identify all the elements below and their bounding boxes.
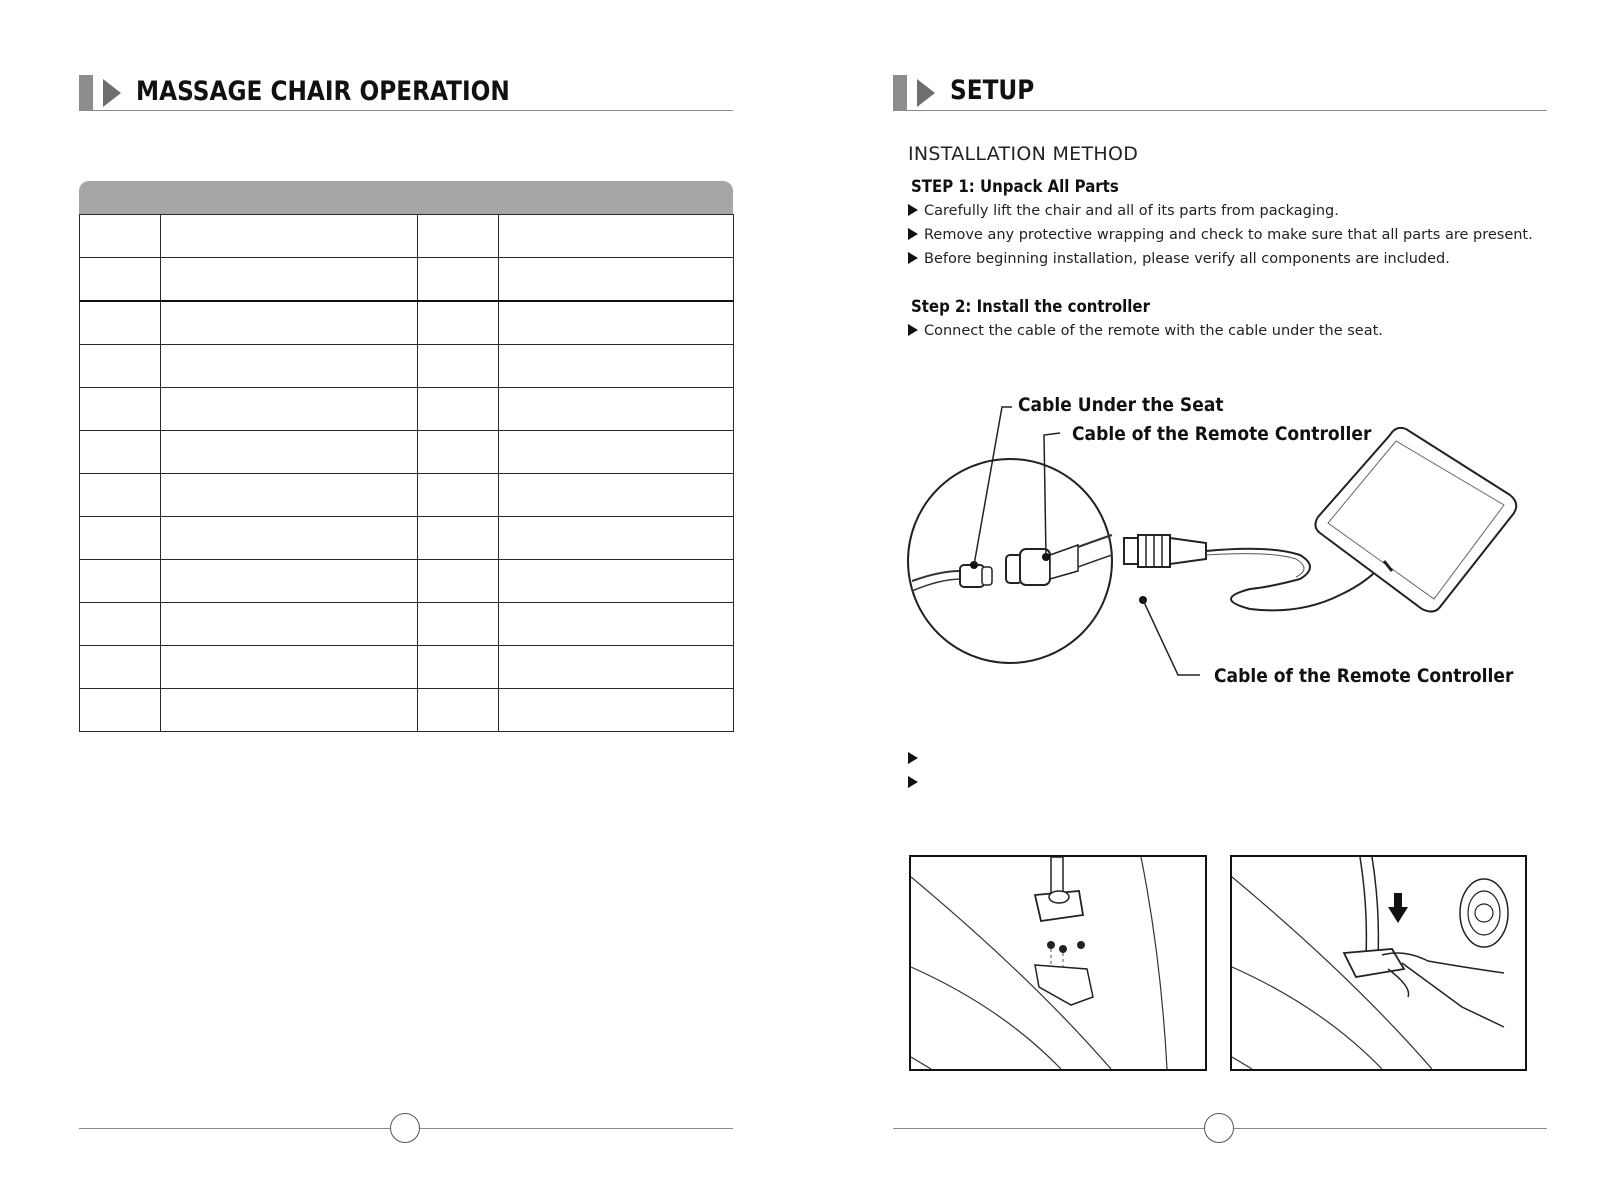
table-cell bbox=[499, 388, 734, 431]
table-cell bbox=[499, 603, 734, 646]
step2-bullet-1: Connect the cable of the remote with the cable under the seat. bbox=[908, 323, 1383, 339]
table-header-band bbox=[79, 181, 733, 215]
step2-title: Step 2: Install the controller bbox=[911, 297, 1150, 317]
table-cell bbox=[160, 517, 418, 560]
label-remote-cable-bottom: Cable of the Remote Controller bbox=[1214, 665, 1514, 687]
table-cell bbox=[80, 689, 161, 732]
table-cell bbox=[418, 345, 499, 388]
bullet-arrow-icon bbox=[908, 252, 918, 264]
table-row bbox=[80, 474, 734, 517]
table-cell bbox=[499, 345, 734, 388]
table-cell bbox=[418, 560, 499, 603]
right-header-bar bbox=[893, 75, 907, 111]
illustration-press-base bbox=[1230, 855, 1527, 1071]
table-cell bbox=[80, 215, 161, 258]
label-remote-cable-top: Cable of the Remote Controller bbox=[1072, 423, 1372, 445]
left-section-title: MASSAGE CHAIR OPERATION bbox=[136, 76, 510, 107]
table-row bbox=[80, 603, 734, 646]
operation-table bbox=[79, 214, 734, 732]
table-cell bbox=[418, 517, 499, 560]
step1-title: STEP 1: Unpack All Parts bbox=[911, 177, 1119, 197]
table-cell bbox=[160, 388, 418, 431]
table-cell bbox=[499, 474, 734, 517]
table-cell bbox=[80, 560, 161, 603]
down-arrow-icon bbox=[1394, 893, 1402, 909]
table-cell bbox=[499, 431, 734, 474]
table-cell bbox=[80, 301, 161, 345]
bullet-arrow-icon bbox=[908, 324, 918, 336]
right-header-rule bbox=[893, 110, 1547, 111]
table-cell bbox=[499, 215, 734, 258]
table-row bbox=[80, 258, 734, 302]
table-cell bbox=[418, 431, 499, 474]
table-cell bbox=[418, 474, 499, 517]
table-cell bbox=[499, 646, 734, 689]
table-cell bbox=[160, 301, 418, 345]
table-row bbox=[80, 301, 734, 345]
right-header-arrow-icon bbox=[917, 79, 935, 107]
left-header-rule bbox=[79, 110, 733, 111]
table-cell bbox=[80, 474, 161, 517]
table-row bbox=[80, 215, 734, 258]
table-cell bbox=[418, 689, 499, 732]
table-cell bbox=[499, 258, 734, 302]
table-cell bbox=[160, 258, 418, 302]
table-cell bbox=[80, 431, 161, 474]
right-section-title: SETUP bbox=[950, 75, 1035, 106]
table-row bbox=[80, 388, 734, 431]
table-cell bbox=[499, 517, 734, 560]
screw-mount-drawing bbox=[911, 857, 1205, 1069]
table-row bbox=[80, 646, 734, 689]
table-cell bbox=[80, 258, 161, 302]
label-cable-under-seat: Cable Under the Seat bbox=[1018, 394, 1224, 416]
table-cell bbox=[160, 474, 418, 517]
table-cell bbox=[499, 560, 734, 603]
table-row bbox=[80, 517, 734, 560]
left-page-number-circle bbox=[390, 1113, 420, 1143]
bullet-arrow-icon bbox=[908, 228, 918, 240]
table-cell bbox=[80, 603, 161, 646]
table-cell bbox=[160, 646, 418, 689]
table-cell bbox=[418, 646, 499, 689]
table-cell bbox=[418, 388, 499, 431]
left-header-arrow-icon bbox=[103, 79, 121, 107]
table-row bbox=[80, 345, 734, 388]
table-cell bbox=[418, 258, 499, 302]
press-base-drawing bbox=[1232, 857, 1525, 1069]
table-cell bbox=[499, 301, 734, 345]
empty-bullet-1 bbox=[908, 751, 924, 767]
table-cell bbox=[160, 431, 418, 474]
table-cell bbox=[160, 689, 418, 732]
table-cell bbox=[160, 603, 418, 646]
table-row bbox=[80, 689, 734, 732]
step1-bullet-1: Carefully lift the chair and all of its parts from packaging. bbox=[908, 203, 1339, 219]
table-cell bbox=[80, 517, 161, 560]
table-cell bbox=[418, 603, 499, 646]
table-cell bbox=[418, 215, 499, 258]
table-cell bbox=[160, 345, 418, 388]
bullet-arrow-icon bbox=[908, 752, 918, 764]
table-cell bbox=[160, 560, 418, 603]
table-row bbox=[80, 560, 734, 603]
bullet-arrow-icon bbox=[908, 204, 918, 216]
bullet-arrow-icon bbox=[908, 776, 918, 788]
step1-bullet-3: Before beginning installation, please verify all components are included. bbox=[908, 251, 1450, 267]
table-cell bbox=[160, 215, 418, 258]
remote-controller-icon bbox=[1315, 428, 1516, 612]
table-cell bbox=[80, 646, 161, 689]
illustration-screw-mount bbox=[909, 855, 1207, 1071]
table-cell bbox=[80, 345, 161, 388]
table-cell bbox=[499, 689, 734, 732]
right-page-number-circle bbox=[1204, 1113, 1234, 1143]
installation-method-heading: INSTALLATION METHOD bbox=[908, 143, 1139, 165]
remote-cable-leader-line-bottom bbox=[1143, 600, 1200, 675]
table-cell bbox=[80, 388, 161, 431]
left-header-bar bbox=[79, 75, 93, 111]
table-row bbox=[80, 431, 734, 474]
empty-bullet-2 bbox=[908, 775, 924, 791]
step1-bullet-2: Remove any protective wrapping and check to make sure that all parts are present. bbox=[908, 227, 1533, 243]
table-cell bbox=[418, 301, 499, 345]
